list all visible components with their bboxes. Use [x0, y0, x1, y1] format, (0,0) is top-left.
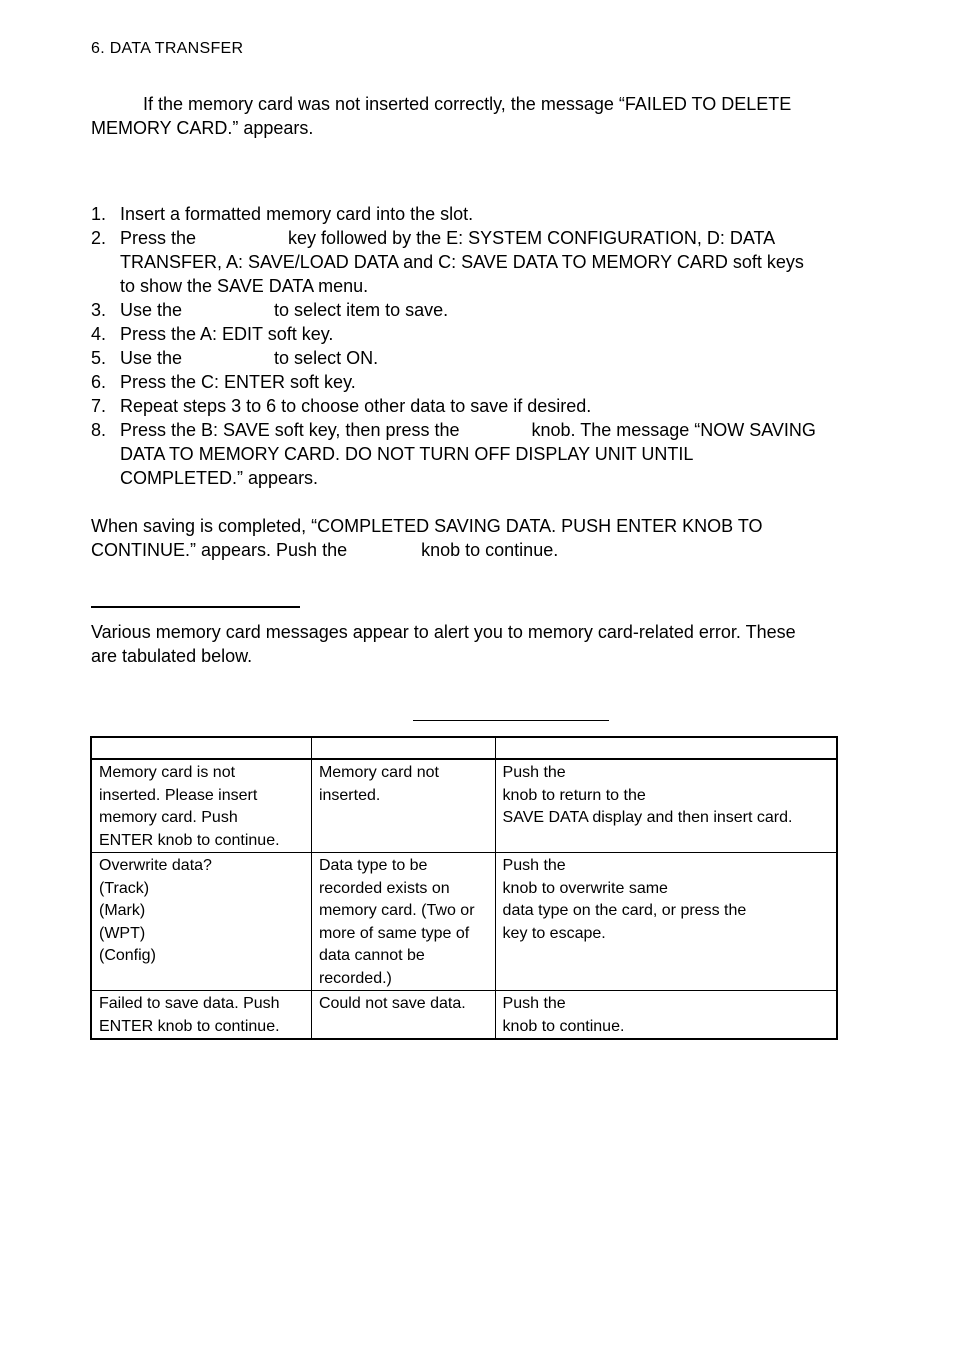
cell-line	[319, 878, 488, 901]
step-line	[120, 202, 851, 226]
intro-paragraph	[91, 92, 851, 140]
text-run: knob. The message “NOW SAVING	[526, 420, 816, 440]
cell-line	[503, 762, 829, 807]
step-line	[120, 322, 851, 346]
step-item	[91, 394, 851, 418]
step-line	[120, 250, 851, 274]
text-run: inserted.	[318, 786, 381, 804]
cell-message	[91, 853, 311, 991]
cell-line	[503, 855, 829, 900]
intro-line-2: MEMORY CARD.” appears.	[91, 118, 314, 138]
step-line	[120, 298, 851, 322]
step-line	[120, 226, 851, 250]
text-run: Use the	[120, 348, 188, 368]
text-run: more of same type of	[318, 924, 470, 942]
text-run: knob to continue.	[502, 1017, 625, 1035]
cell-message	[91, 991, 311, 1040]
text-run: Repeat steps 3 to 6 to choose other data to save if desired.	[120, 396, 592, 416]
cell-meaning	[311, 991, 495, 1040]
text-run: recorded exists on	[318, 879, 450, 897]
step-line	[120, 442, 851, 466]
memory-card-messages-table	[90, 736, 838, 1040]
text-run: Overwrite data?	[99, 857, 212, 874]
text-run: (Mark)	[99, 902, 146, 919]
table-row	[91, 759, 837, 853]
table-row	[91, 853, 837, 991]
text-run: Data type to be	[318, 857, 428, 874]
text-run: DATA TO MEMORY CARD. DO NOT TURN OFF DISPLAY UNIT UNTIL	[120, 444, 694, 464]
cell-line	[99, 830, 304, 853]
cell-line	[99, 923, 304, 946]
cell-line	[503, 993, 829, 1038]
text-run: SAVE DATA display and then insert card.	[502, 809, 793, 826]
cell-line	[99, 1016, 304, 1039]
text-run: Failed to save data. Push	[99, 995, 280, 1012]
step-number: 4.	[91, 324, 107, 344]
text-run: recorded.)	[318, 969, 392, 987]
text-run: (Track)	[99, 879, 150, 897]
text-run: data type on the card, or press the	[502, 902, 747, 919]
cell-message	[91, 759, 311, 853]
text-run: Push the	[502, 995, 566, 1012]
completed-line-1: When saving is completed, “COMPLETED SAVING DATA. PUSH ENTER KNOB TO	[91, 516, 763, 536]
messages-intro-line-2: are tabulated below.	[91, 646, 253, 666]
running-header: 6. DATA TRANSFER	[91, 40, 244, 57]
step-number: 8.	[91, 420, 107, 440]
cell-line	[503, 807, 829, 830]
step-line	[120, 418, 851, 442]
section-heading-underline	[91, 606, 300, 608]
header-cell-message	[91, 737, 311, 759]
table-header-row	[91, 737, 837, 759]
step-line	[120, 346, 851, 370]
text-run: inserted. Please insert	[99, 786, 258, 804]
text-run: COMPLETED.” appears.	[120, 468, 319, 488]
text-run: Press the C: ENTER soft key.	[120, 372, 356, 392]
step-line	[120, 394, 851, 418]
text-run: Use the	[120, 300, 188, 320]
cell-meaning	[311, 759, 495, 853]
completed-line-2a: CONTINUE.” appears. Push the	[91, 540, 348, 560]
text-run: ENTER knob to continue.	[99, 1017, 280, 1035]
text-run: knob to overwrite same	[502, 879, 668, 897]
text-run: (Config)	[99, 947, 156, 964]
cell-line	[99, 993, 304, 1016]
cell-remedy	[495, 853, 837, 991]
step-item	[91, 202, 851, 226]
step-item	[91, 322, 851, 346]
cell-remedy	[495, 991, 837, 1040]
step-item	[91, 418, 851, 490]
text-run: Push the	[502, 857, 566, 874]
text-run: Press the	[120, 228, 202, 248]
text-run: (WPT)	[99, 924, 146, 942]
messages-intro-line-1: Various memory card messages appear to alert you to memory card-related error. These	[91, 622, 796, 642]
step-item	[91, 346, 851, 370]
header-cell-meaning	[311, 737, 495, 759]
cell-line	[319, 968, 488, 991]
text-run: TRANSFER, A: SAVE/LOAD DATA and C: SAVE DATA TO MEMORY CARD soft keys	[120, 252, 804, 272]
cell-line	[503, 900, 829, 923]
cell-line	[99, 878, 304, 901]
cell-meaning	[311, 853, 495, 991]
step-line	[120, 274, 851, 298]
procedure-steps	[91, 202, 851, 490]
cell-line	[319, 785, 488, 808]
step-number: 2.	[91, 228, 107, 248]
table-body	[91, 759, 837, 1039]
text-run: key followed by the E: SYSTEM CONFIGURATION, D: DATA	[283, 228, 776, 248]
table-title-underline	[413, 720, 609, 721]
step-item	[91, 370, 851, 394]
text-run: key to escape.	[502, 924, 606, 942]
text-run: Insert a formatted memory card into the slot.	[120, 204, 474, 224]
step-line	[120, 466, 851, 490]
step-item	[91, 298, 851, 322]
step-number: 5.	[91, 348, 107, 368]
text-run: Push the	[502, 764, 566, 781]
cell-line	[99, 807, 304, 830]
text-run: memory card. (Two or	[318, 902, 475, 919]
cell-line	[319, 945, 488, 968]
text-run: to select ON.	[269, 348, 379, 368]
text-run: memory card. Push	[99, 809, 238, 826]
step-item	[91, 226, 851, 298]
text-run: to select item to save.	[269, 300, 449, 320]
messages-intro-paragraph	[91, 620, 851, 668]
text-run: Memory card not	[318, 764, 439, 781]
cell-line	[319, 923, 488, 946]
text-run: Press the B: SAVE soft key, then press the	[120, 420, 465, 440]
cell-line	[99, 762, 304, 785]
cell-remedy	[495, 759, 837, 853]
completed-line-2b: knob to continue.	[421, 540, 559, 560]
intro-line-1: If the memory card was not inserted correctly, the message “FAILED TO DELETE	[143, 94, 792, 114]
text-run: knob to return to the	[502, 786, 646, 804]
cell-line	[99, 945, 304, 968]
text-run: data cannot be	[318, 947, 425, 964]
cell-line	[99, 900, 304, 923]
table-row	[91, 991, 837, 1040]
step-number: 1.	[91, 204, 107, 224]
completed-line-2	[91, 538, 851, 562]
cell-line	[319, 762, 488, 785]
cell-line	[319, 855, 488, 878]
text-run: Memory card is not	[99, 764, 236, 781]
cell-line	[99, 855, 304, 878]
step-number: 7.	[91, 396, 107, 416]
text-run: ENTER knob to continue.	[99, 831, 280, 849]
cell-line	[503, 923, 829, 946]
text-run: to show the SAVE DATA menu.	[120, 276, 369, 296]
text-run: Could not save data.	[318, 995, 466, 1012]
text-run: Press the A: EDIT soft key.	[120, 324, 334, 344]
header-cell-remedy	[495, 737, 837, 759]
step-number: 6.	[91, 372, 107, 392]
step-line	[120, 370, 851, 394]
step-number: 3.	[91, 300, 107, 320]
completed-paragraph	[91, 514, 851, 562]
cell-line	[319, 993, 488, 1016]
cell-line	[99, 785, 304, 808]
cell-line	[319, 900, 488, 923]
